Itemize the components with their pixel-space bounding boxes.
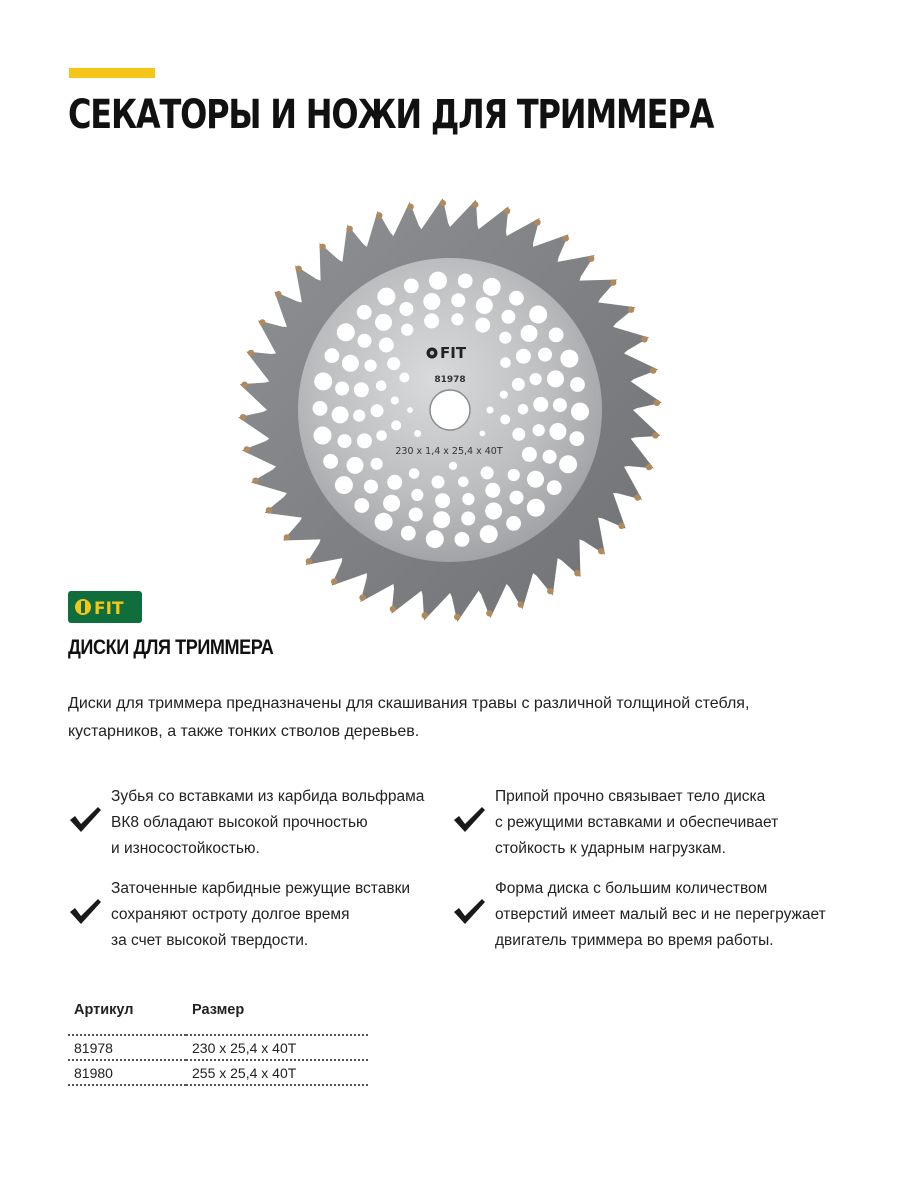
- carbide-tip: [422, 612, 428, 618]
- carbide-tip: [407, 204, 413, 210]
- carbide-tip: [244, 446, 250, 452]
- disc-hole: [338, 434, 352, 448]
- disc-hole: [364, 480, 378, 494]
- disc-hole: [480, 431, 486, 437]
- cell-size: 230 х 25,4 х 40Т: [186, 1035, 368, 1060]
- disc-hole: [509, 291, 524, 306]
- disc-hole: [549, 423, 566, 440]
- disc-hole: [354, 382, 369, 397]
- carbide-tip: [563, 235, 569, 241]
- disc-hole: [559, 455, 577, 473]
- disc-hole: [521, 325, 538, 342]
- disc-hole: [462, 493, 474, 505]
- disc-hole: [332, 406, 349, 423]
- disc-hole: [399, 302, 413, 316]
- carbide-tip: [650, 367, 656, 373]
- disc-hole: [387, 475, 402, 490]
- disc-hole: [500, 415, 510, 425]
- disc-hole: [512, 378, 525, 391]
- fit-logo-badge: [68, 591, 142, 623]
- carbide-tip: [628, 307, 634, 313]
- carbide-tip: [588, 256, 594, 262]
- disc-hole: [342, 355, 359, 372]
- table-row: [68, 1060, 368, 1085]
- carbide-tip: [472, 201, 478, 207]
- carbide-tip: [504, 208, 510, 214]
- feature-item: [68, 784, 428, 868]
- disc-hole: [377, 288, 395, 306]
- feature-item: [68, 876, 428, 960]
- carbide-tip: [534, 219, 540, 225]
- disc-hole: [480, 525, 498, 543]
- disc-hole: [461, 512, 475, 526]
- disc-hole: [449, 462, 457, 470]
- carbide-tip: [252, 478, 258, 484]
- feature-text: Зубья со вставками из карбида вольфрама ВК8 обладают высокой прочностью и износостойкостью.: [111, 788, 425, 857]
- carbide-tip: [641, 336, 647, 342]
- disc-hole: [533, 424, 545, 436]
- disc-hole: [433, 511, 450, 528]
- disc-hole: [391, 396, 399, 404]
- disc-brand-text: FIT: [440, 344, 467, 362]
- fit-logo-text: FIT: [94, 599, 124, 619]
- carbide-tip: [331, 578, 337, 584]
- disc-hole: [533, 397, 548, 412]
- check-icon: [68, 804, 102, 834]
- carbide-tip: [390, 606, 396, 612]
- trimmer-disc-image: [235, 195, 665, 625]
- disc-hole: [409, 468, 420, 479]
- disc-hole: [570, 377, 585, 392]
- disc-hole: [426, 530, 444, 548]
- disc-hole: [500, 391, 508, 399]
- carbide-tip: [359, 594, 365, 600]
- spec-table: [68, 1002, 368, 1086]
- disc-hole: [411, 489, 423, 501]
- carbide-tip: [574, 570, 580, 576]
- feature-text: Припой прочно связывает тело диска с режущими вставками и обеспечивает стойкость к ударным нагрузкам.: [495, 788, 779, 857]
- disc-hole: [337, 323, 355, 341]
- disc-size-text: 230 x 1,4 x 25,4 x 40T: [395, 446, 503, 457]
- disc-hole: [547, 480, 562, 495]
- section-title: ДИСКИ ДЛЯ ТРИММЕРА: [68, 636, 274, 659]
- disc-hole: [335, 382, 349, 396]
- disc-hole: [487, 407, 494, 414]
- cell-article: 81978: [68, 1035, 186, 1060]
- carbide-tip: [376, 212, 382, 218]
- disc-hole: [407, 407, 413, 413]
- disc-hole: [518, 404, 529, 415]
- carbide-tip: [319, 244, 325, 250]
- disc-hole: [358, 334, 372, 348]
- disc-hole: [429, 272, 447, 290]
- disc-hole: [527, 499, 545, 517]
- disc-hole: [376, 380, 387, 391]
- disc-hole: [485, 483, 500, 498]
- check-icon: [452, 804, 486, 834]
- carbide-tip: [248, 350, 254, 356]
- disc-hole: [383, 495, 400, 512]
- disc-hole: [354, 498, 369, 513]
- carbide-tip: [646, 464, 652, 470]
- disc-hole: [424, 313, 439, 328]
- disc-hole: [314, 427, 332, 445]
- carbide-tip: [486, 610, 492, 616]
- carbide-tip: [266, 507, 272, 513]
- disc-hole: [423, 293, 440, 310]
- carbide-tip: [347, 226, 353, 232]
- carbide-tip: [634, 494, 640, 500]
- feature-text: Форма диска с большим количеством отверстий имеет малый вес и не перегружает двигатель триммера во время работы.: [495, 880, 826, 949]
- table-header-row: [68, 1002, 368, 1035]
- carbide-tip: [652, 432, 658, 438]
- disc-hole: [500, 357, 511, 368]
- carbide-tip: [306, 558, 312, 564]
- carbide-tip: [284, 534, 290, 540]
- carbide-tip: [618, 523, 624, 529]
- carbide-tip: [275, 291, 281, 297]
- disc-hole: [371, 458, 383, 470]
- table-row: [68, 1035, 368, 1060]
- column-header-article: Артикул: [74, 1002, 134, 1018]
- check-icon: [452, 896, 486, 926]
- carbide-tip: [440, 200, 446, 206]
- disc-hole: [335, 476, 353, 494]
- disc-hole: [475, 318, 490, 333]
- disc-hole: [353, 410, 365, 422]
- disc-hole: [510, 491, 524, 505]
- disc-hole: [543, 450, 557, 464]
- disc-hole: [458, 274, 473, 289]
- disc-hole: [451, 313, 463, 325]
- section-description: Диски для триммера предназначены для скашивания травы с различной толщиной стебля, кустарников, а также тонких стволов деревьев.: [68, 695, 750, 740]
- disc-hole: [455, 532, 470, 547]
- disc-hole: [483, 278, 501, 296]
- disc-hole: [401, 324, 413, 336]
- disc-hole: [530, 373, 542, 385]
- disc-hole: [527, 471, 544, 488]
- disc-hole: [569, 431, 584, 446]
- disc-hole: [571, 403, 589, 421]
- carbide-tip: [454, 614, 460, 620]
- disc-hole: [516, 349, 531, 364]
- disc-article-text: 81978: [434, 375, 466, 385]
- disc-hole: [375, 314, 392, 331]
- disc-hole: [560, 350, 578, 368]
- carbide-tip: [547, 588, 553, 594]
- disc-hole: [409, 508, 423, 522]
- carbide-tip: [259, 319, 265, 325]
- disc-hole: [404, 279, 419, 294]
- disc-hole: [529, 306, 547, 324]
- disc-hole: [325, 348, 340, 363]
- disc-hole: [387, 357, 400, 370]
- disc-hole: [365, 360, 377, 372]
- disc-hole: [414, 430, 421, 437]
- disc-hole: [432, 476, 445, 489]
- check-icon: [68, 896, 102, 926]
- accent-bar: [69, 68, 155, 78]
- disc-hole: [538, 348, 552, 362]
- carbide-tip: [241, 382, 247, 388]
- disc-hole: [379, 338, 394, 353]
- feature-text: Заточенные карбидные режущие вставки сохраняют остроту долгое время за счет высокой твердости.: [111, 880, 411, 949]
- disc-hole: [451, 293, 465, 307]
- cell-size: 255 х 25,4 х 40Т: [186, 1060, 368, 1085]
- disc-hole: [499, 332, 511, 344]
- disc-hole: [391, 420, 401, 430]
- feature-item: [452, 784, 812, 868]
- carbide-tip: [518, 601, 524, 607]
- disc-hole: [549, 328, 564, 343]
- carbide-tip: [654, 400, 660, 406]
- arbor-hole: [430, 390, 470, 430]
- carbide-tip: [598, 548, 604, 554]
- disc-hole: [522, 447, 537, 462]
- disc-hole: [476, 297, 493, 314]
- disc-hole: [435, 493, 450, 508]
- carbide-tip: [296, 266, 302, 272]
- disc-hole: [485, 503, 502, 520]
- disc-hole: [401, 526, 416, 541]
- disc-hole: [376, 430, 387, 441]
- cell-article: 81980: [68, 1060, 186, 1085]
- disc-hole: [313, 401, 328, 416]
- disc-hole: [481, 466, 494, 479]
- disc-hole: [506, 516, 521, 531]
- disc-hole: [357, 305, 372, 320]
- feature-item: [452, 876, 826, 960]
- disc-hole: [553, 398, 567, 412]
- disc-hole: [512, 428, 525, 441]
- column-header-size: Размер: [192, 1002, 245, 1018]
- disc-hole: [399, 373, 409, 383]
- disc-hole: [547, 370, 564, 387]
- disc-hole: [375, 513, 393, 531]
- disc-hole: [508, 469, 520, 481]
- carbide-tip: [610, 279, 616, 285]
- disc-hole: [371, 404, 384, 417]
- page-title: СЕКАТОРЫ И НОЖИ ДЛЯ ТРИММЕРА: [68, 92, 714, 138]
- disc-hole: [347, 457, 364, 474]
- carbide-tip: [240, 414, 246, 420]
- disc-hole: [323, 454, 338, 469]
- disc-hole: [357, 433, 372, 448]
- disc-hole: [458, 477, 469, 488]
- disc-hole: [314, 372, 332, 390]
- disc-logo-icon: [427, 348, 438, 359]
- disc-hole: [501, 310, 515, 324]
